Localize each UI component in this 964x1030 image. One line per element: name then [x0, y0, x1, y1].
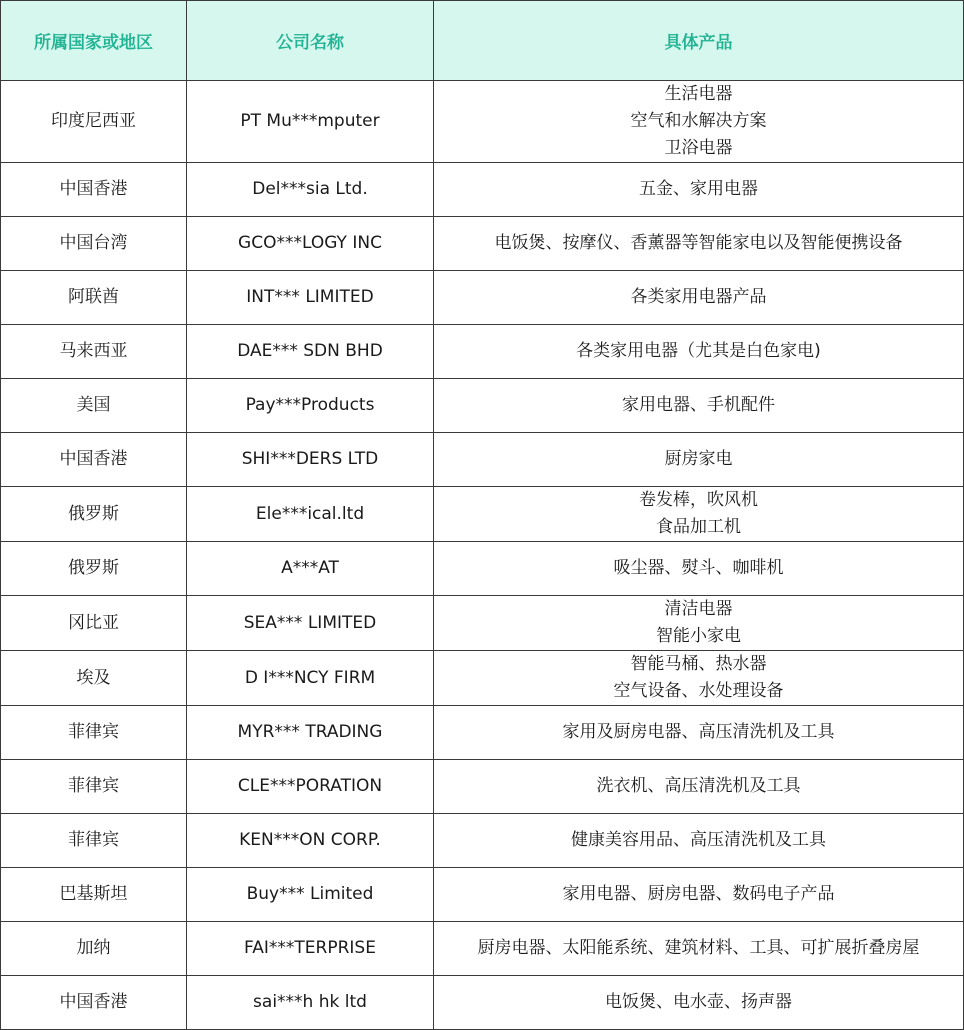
- cell-products: 家用电器、厨房电器、数码电子产品: [434, 868, 964, 922]
- cell-company: SEA*** LIMITED: [187, 596, 434, 651]
- cell-region: 菲律宾: [1, 706, 187, 760]
- cell-company: FAI***TERPRISE: [187, 922, 434, 976]
- cell-company: SHI***DERS LTD: [187, 433, 434, 487]
- table-row: [1, 81, 964, 163]
- cell-products: 洗衣机、高压清洗机及工具: [434, 760, 964, 814]
- cell-company: GCO***LOGY INC: [187, 217, 434, 271]
- cell-products: 电饭煲、按摩仪、香薰器等智能家电以及智能便携设备: [434, 217, 964, 271]
- cell-products: 吸尘器、熨斗、咖啡机: [434, 542, 964, 596]
- table-row: [1, 596, 964, 651]
- cell-products: 各类家用电器（尤其是白色家电): [434, 325, 964, 379]
- cell-region: 加纳: [1, 922, 187, 976]
- cell-region: 埃及: [1, 651, 187, 706]
- cell-products: 厨房电器、太阳能系统、建筑材料、工具、可扩展折叠房屋: [434, 922, 964, 976]
- table-row: [1, 922, 964, 976]
- table-row: [1, 163, 964, 217]
- cell-region: 马来西亚: [1, 325, 187, 379]
- header-products: 具体产品: [434, 1, 964, 81]
- cell-region: 中国香港: [1, 163, 187, 217]
- cell-company: A***AT: [187, 542, 434, 596]
- table-row: [1, 217, 964, 271]
- cell-region: 菲律宾: [1, 760, 187, 814]
- cell-products: 电饭煲、电水壶、扬声器: [434, 976, 964, 1030]
- table-row: [1, 379, 964, 433]
- table-header: [1, 1, 964, 81]
- cell-region: 印度尼西亚: [1, 81, 187, 163]
- cell-region: 中国香港: [1, 433, 187, 487]
- table-row: [1, 976, 964, 1030]
- table-row: [1, 542, 964, 596]
- cell-company: PT Mu***mputer: [187, 81, 434, 163]
- cell-region: 中国台湾: [1, 217, 187, 271]
- header-company: 公司名称: [187, 1, 434, 81]
- cell-region: 中国香港: [1, 976, 187, 1030]
- header-region: 所属国家或地区: [1, 1, 187, 81]
- cell-company: Ele***ical.ltd: [187, 487, 434, 542]
- table-row: [1, 433, 964, 487]
- cell-region: 冈比亚: [1, 596, 187, 651]
- cell-company: DAE*** SDN BHD: [187, 325, 434, 379]
- cell-company: CLE***PORATION: [187, 760, 434, 814]
- cell-company: Buy*** Limited: [187, 868, 434, 922]
- cell-region: 巴基斯坦: [1, 868, 187, 922]
- cell-region: 美国: [1, 379, 187, 433]
- header-row: [1, 1, 964, 81]
- cell-products: 家用及厨房电器、高压清洗机及工具: [434, 706, 964, 760]
- cell-region: 菲律宾: [1, 814, 187, 868]
- cell-company: sai***h hk ltd: [187, 976, 434, 1030]
- cell-company: INT*** LIMITED: [187, 271, 434, 325]
- cell-products: 家用电器、手机配件: [434, 379, 964, 433]
- table-row: [1, 814, 964, 868]
- table-row: [1, 271, 964, 325]
- cell-products: 厨房家电: [434, 433, 964, 487]
- table-row: [1, 868, 964, 922]
- cell-company: Del***sia Ltd.: [187, 163, 434, 217]
- cell-products: 健康美容用品、高压清洗机及工具: [434, 814, 964, 868]
- cell-region: 俄罗斯: [1, 542, 187, 596]
- cell-region: 阿联酋: [1, 271, 187, 325]
- cell-products: 生活电器 空气和水解决方案 卫浴电器: [434, 81, 964, 163]
- cell-products: 智能马桶、热水器 空气设备、水处理设备: [434, 651, 964, 706]
- cell-region: 俄罗斯: [1, 487, 187, 542]
- cell-company: KEN***ON CORP.: [187, 814, 434, 868]
- table-body: [1, 81, 964, 1030]
- cell-products: 各类家用电器产品: [434, 271, 964, 325]
- cell-products: 五金、家用电器: [434, 163, 964, 217]
- table-row: [1, 487, 964, 542]
- cell-company: MYR*** TRADING: [187, 706, 434, 760]
- table-row: [1, 651, 964, 706]
- table-row: [1, 325, 964, 379]
- cell-products: 清洁电器 智能小家电: [434, 596, 964, 651]
- cell-company: Pay***Products: [187, 379, 434, 433]
- cell-company: D I***NCY FIRM: [187, 651, 434, 706]
- table-row: [1, 760, 964, 814]
- table-row: [1, 706, 964, 760]
- cell-products: 卷发棒，吹风机 食品加工机: [434, 487, 964, 542]
